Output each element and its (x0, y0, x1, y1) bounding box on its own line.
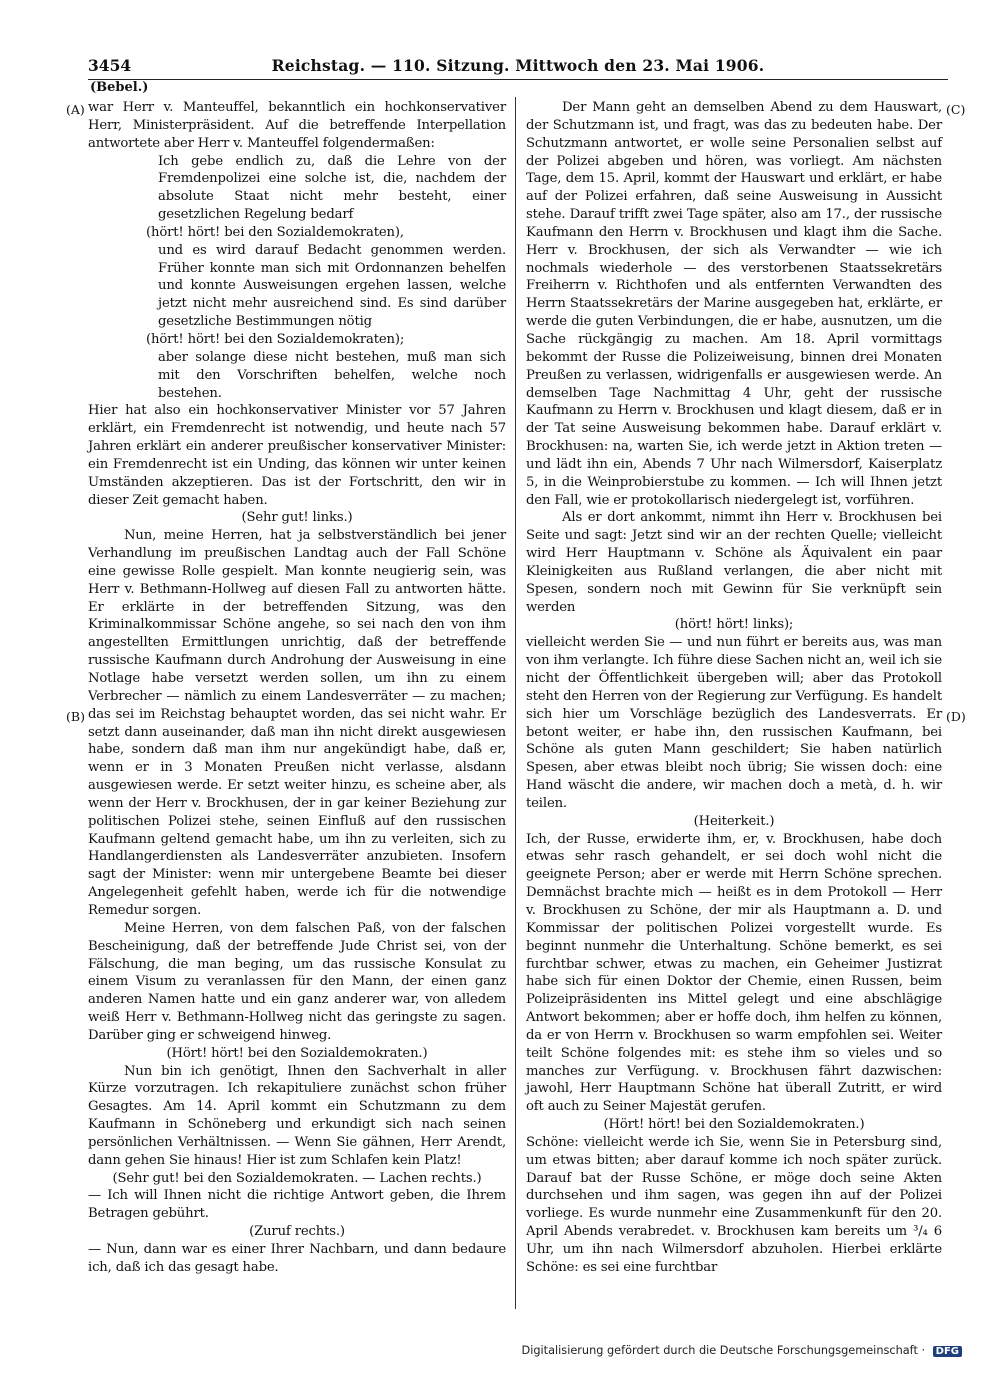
margin-marker-d: (D) (946, 709, 966, 724)
quotation: Ich gebe endlich zu, daß die Lehre von der Fremdenpolizei eine solche ist, die, nachdem der absolute Staat nicht mehr besteht, einer gesetzlichen Regelung bedarf (158, 153, 506, 223)
interjection: (Hört! hört! bei den Sozialdemokraten.) (603, 1117, 865, 1133)
page-header (88, 56, 948, 80)
paragraph: Als er dort ankommt, nimmt ihn Herr v. Brockhusen bei Seite und sagt: Jetzt sind wir an der rechten Quelle; vielleicht wird Herr Hauptmann v. Schöne als Äquivalent ein paar Kleinigkeiten aus Rußland verlangen, die aber nicht mit Spesen, sondern noch mit Gewinn für Sie verknüpft sein werden (526, 510, 942, 615)
paragraph: Nun, meine Herren, hat ja selbstverständlich bei jener Verhandlung im preußischen Landtag auch der Fall Schöne eine gewisse Rolle gespielt. Man konnte neugierig sein, was Herr v. Bethmann-Hollweg auf diesen Fall zu antworten hätte. Er erklärte in der betreffenden Sitzung, was den Kriminalkommissar Schöne angehe, so sei nach den von ihm angestellten Ermittlungen unrichtig, daß der betreffende russische Kaufmann durch Androhung der Ausweisung in eine Notlage habe versetzt werden sollen, um ihn zu einem Verbrecher — nämlich zu einem Landesverräter — zu machen; das sei im Reichstag behauptet worden, das sei nicht wahr. Er setzt dann auseinander, daß man ihn nicht direkt ausgewiesen habe, sondern daß man ihm nur angekündigt habe, daß er, wenn er in 3 Monaten Preußen nicht verlasse, alsdann ausgewiesen werde. Er setzt weiter hinzu, es scheine aber, als wenn der Herr v. Brockhusen, der in gar keiner Beziehung zur politischen Polizei stehe, seinen Einfluß auf den russischen Kaufmann geltend gemacht habe, um ihn zu verleiten, sich zu Handlangerdiensten als Landesverräter anzubieten. Insofern sagt der Minister: wenn mir untergebene Beamte bei dieser Angelegenheit gefehlt haben, werde ich für die notwendige Remedur sorgen. (88, 528, 506, 918)
page-number: 3454 (88, 56, 132, 75)
paragraph: Meine Herren, von dem falschen Paß, von der falschen Bescheinigung, daß der betreffende Jude Christ sei, von der Fälschung, die man beging, um das russische Konsulat zu einem Visum zu veranlassen für den Mann, der einen ganz anderen Namen hatte und ein ganz anderer war, von alledem weiß Herr v. Bethmann-Hollweg nicht das geringste zu sagen. Darüber ging er schweigend hinweg. (88, 920, 506, 1043)
margin-marker-b: (B) (66, 709, 85, 724)
interjection: (Heiterkeit.) (693, 813, 775, 829)
paragraph: war Herr v. Manteuffel, bekanntlich ein hochkonservativer Herr, Ministerpräsident. Auf die betreffende Interpellation antwortete aber Herr v. Manteuffel folgendermaßen: (88, 100, 506, 151)
interjection: (hört! hört! bei den Sozialdemokraten), (146, 224, 404, 240)
right-column (526, 99, 942, 1277)
page-title: Reichstag. — 110. Sitzung. Mittwoch den 23. Mai 1906. (271, 56, 765, 75)
interjection: (hört! hört! links); (674, 617, 794, 633)
paragraph: Hier hat also ein hochkonservativer Minister vor 57 Jahren erklärt, ein Fremdenrecht ist notwendig, und heute nach 57 Jahren erklärt ein anderer preußischer konservativer Minister: ein Fremdenrecht ist ein Unding, das können wir unter keinen Umständen akzeptieren. Das ist der Fortschritt, den wir in dieser Zeit gemacht haben. (88, 403, 506, 508)
margin-marker-a: (A) (66, 102, 85, 117)
paragraph: — Ich will Ihnen nicht die richtige Antwort geben, die Ihrem Betragen gebührt. (88, 1188, 506, 1222)
paragraph: vielleicht werden Sie — und nun führt er bereits aus, was man von ihm verlangte. Ich führe diese Sachen nicht an, weil ich sie nicht der Öffentlichkeit übergeben will; aber das Protokoll steht den Herren von der Regierung zur Verfügung. Es handelt sich hier um Vorschläge bezüglich des Landesverrats. Er betont weiter, er habe ihn, den russischen Kaufmann, bei Schöne als guten Mann geschildert; Sie haben natürlich Spesen, aber etwas bleibt noch übrig; Sie wissen doch: eine Hand wäscht die andere, wir machen doch a metà, d. h. wir teilen. (526, 635, 942, 811)
paragraph: Schöne: vielleicht werde ich Sie, wenn Sie in Petersburg sind, um etwas bitten; aber darauf komme ich noch später zurück. Darauf bat der Russe Schöne, er möge doch seine Akten durchsehen und ihm sagen, was gegen ihn auf der Polizei vorliege. Es wurde nunmehr eine Zusammenkunft für den 20. April Abends verabredet. v. Brockhusen kam bereits um ³/₄ 6 Uhr, um ihn nach Wilmersdorf abzuholen. Hierbei erklärte Schöne: es sei eine furchtbar (526, 1134, 942, 1275)
column-divider (515, 97, 516, 1309)
left-column (88, 99, 506, 1277)
interjection: (Sehr gut! links.) (241, 510, 353, 526)
dfg-logo: DFG (933, 1346, 962, 1357)
paragraph: Nun bin ich genötigt, Ihnen den Sachverhalt in aller Kürze vorzutragen. Ich rekapituliere zunächst schon früher Gesagtes. Am 14. April kommt ein Schutzmann zu dem Kaufmann in Schöneberg und erkundigt sich nach seinen persönlichen Verhältnissen. — Wenn Sie gähnen, Herr Arendt, dann gehen Sie hinaus! Hier ist zum Schlafen kein Platz! (88, 1063, 506, 1168)
margin-marker-c: (C) (946, 102, 966, 117)
paragraph: Ich, der Russe, erwiderte ihm, er, v. Brockhusen, habe doch etwas sehr rasch gehandelt, er sei doch wohl nicht die geeignete Person; aber er werde mit Herrn Schöne sprechen. Demnächst brachte mich — heißt es in dem Protokoll — Herr v. Brockhusen zu Schöne, der mir als Hauptmann a. D. und Kommissar der politischen Polizei vorgestellt wurde. Es beginnt nunmehr die Unterhaltung. Schöne bemerkt, es sei furchtbar schwer, etwas zu machen, ein Geheimer Justizrat habe sich für einen Doktor der Chemie, einen Russen, beim Polizeipräsidenten ins Mittel gelegt und eine abschlägige Antwort bekommen; aber er hoffe doch, ihm helfen zu können, da er von Herrn v. Brockhusen so warm empfohlen sei. Weiter teilt Schöne folgendes mit: es stehe ihm so vieles und so manches zur Verfügung. v. Brockhusen fährt dazwischen: jawohl, Herr Hauptmann Schöne hat überall Zutritt, er wird oft auch zu Seiner Majestät gerufen. (526, 831, 942, 1115)
footer-text: Digitalisierung gefördert durch die Deutsche Forschungsgemeinschaft · (521, 1344, 926, 1357)
footer-credit (522, 1344, 962, 1357)
quotation: und es wird darauf Bedacht genommen werden. Früher konnte man sich mit Ordonnanzen behelfen und konnte Ausweisungen ergehen lassen, welche jetzt nicht mehr ausreichend sind. Es sind darüber gesetzliche Bestimmungen nötig (158, 242, 506, 330)
paragraph: Der Mann geht an demselben Abend zu dem Hauswart, der Schutzmann ist, und fragt, was das zu bedeuten habe. Der Schutzmann antwortet, er wolle seine Personalien selbst auf der Polizei abgeben und hören, was vorliegt. Am nächsten Tage, dem 15. April, kommt der Hauswart und erklärt, er habe auf der Polizei erfahren, daß seine Ausweisung in Aussicht stehe. Darauf trifft zwei Tage später, also am 17., der russische Kaufmann den Herrn v. Brockhusen und klagt ihm die Sache. Herr v. Brockhusen, der sich als Verwandter — wie ich nochmals wiederhole — des verstorbenen Staatssekretärs Freiherrn v. Richthofen und als entfernten Verwandten des Herrn Staatssekretärs der Marine ausgegeben hat, erklärte, er werde die guten Verbindungen, die er habe, ausnutzen, um die Sache rückgängig zu machen. Am 18. April vormittags bekommt der Russe die Polizeiweisung, binnen drei Monaten Preußen zu verlassen, widrigenfalls er ausgewiesen werde. An demselben Tage Nachmittag 4 Uhr, geht der russische Kaufmann zu Herrn v. Brockhusen und klagt diesem, daß er in der Tat seine Ausweisung bekommen habe. Darauf erklärt v. Brockhusen: na, warten Sie, ich werde jetzt in Aktion treten — und lädt ihn ein, Abends 7 Uhr nach Wilmersdorf, Kaiserplatz 5, in die Weinprobierstube zu kommen. — Ich will Ihnen jetzt den Fall, wie er protokollarisch niedergelegt ist, vorführen. (526, 100, 942, 508)
speaker-label: (Bebel.) (90, 80, 149, 95)
quotation: aber solange diese nicht bestehen, muß man sich mit den Vorschriften behelfen, welche noch bestehen. (158, 349, 506, 401)
interjection: (Sehr gut! bei den Sozialdemokraten. — Lachen rechts.) (112, 1170, 482, 1186)
header-rule (88, 79, 948, 80)
paragraph: — Nun, dann war es einer Ihrer Nachbarn, und dann bedaure ich, daß ich das gesagt habe. (88, 1242, 506, 1275)
interjection: (Hört! hört! bei den Sozialdemokraten.) (166, 1045, 428, 1061)
interjection: (hört! hört! bei den Sozialdemokraten); (146, 331, 405, 347)
interjection: (Zuruf rechts.) (249, 1224, 345, 1240)
